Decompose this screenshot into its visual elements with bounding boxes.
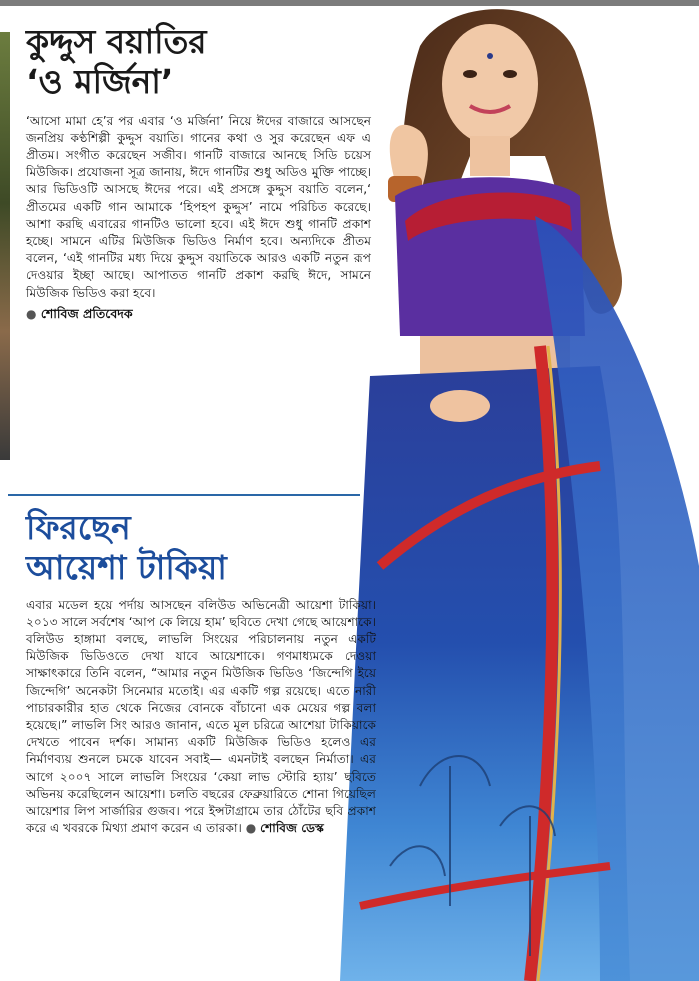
byline-bullet-icon: ●: [245, 821, 257, 836]
article-kuddus: [26, 22, 371, 326]
article-kuddus-byline: [26, 306, 371, 326]
article-kuddus-byline-text: শোবিজ প্রতিবেদক: [40, 305, 133, 321]
article-ayesha-headline-line1: ফিরছেন: [26, 508, 131, 547]
article-kuddus-headline: [26, 22, 371, 103]
byline-bullet-icon: ●: [26, 306, 37, 321]
article-ayesha: [26, 508, 376, 837]
article-ayesha-headline: [26, 508, 376, 589]
article-divider: [8, 494, 360, 496]
article-ayesha-body: [26, 597, 376, 838]
article-ayesha-byline: শোবিজ ডেস্ক: [260, 821, 324, 836]
article-ayesha-body-text: এবার মডেল হয়ে পর্দায় আসছেন বলিউড অভিনেত্রী আয়েশা টাকিয়া। ২০১৩ সালে সর্বশেষ ‘আপ কে লিয়ে হাম’ ছবিতে দেখা গেছে আয়েশাকে। বলিউড হাঙ্গামা বলছে, লাভলি সিংয়ের পরিচালনায় নতুন একটি মিউজিক ভিডিওতে দেখা যাবে আয়েশাকে। গণমাধ্যমকে দেওয়া সাক্ষাৎকারে তিনি বলেন, “আমার নতুন মিউজিক ভিডিও ‘জিন্দেগি ইয়ে জিন্দেগি’ অনেকটা সিনেমার মতোই। এর একটি গল্প রয়েছে। এতে নারী পাচারকারীর হাত থেকে নিজের বোনকে বাঁচানো এক মেয়ের গল্প বলা হয়েছে।” লাভলি সিং আরও জানান, এতে মূল চরিত্রে আশেয়া টাকিয়াকে দেখতে পাবেন দর্শক। সামান্য একটি মিউজিক ভিডিও হলেও এর নির্মাণব্যয় শুনলে চমকে যাবেন সবাই— এমনটাই বলছেন নির্মাতা। এর আগে ২০০৭ সালে লাভলি সিংয়ের ‘কেয়া লাভ স্টোরি হ্যায়’ ছবিতে অভিনয় করেছিলেন আয়েশা। চলতি বছরের ফেব্রুয়ারিতে শোনা গিয়েছিল আয়েশার লিপ সার্জারির গুজব। পরে ইন্সটাগ্রামে তার ঠোঁটের ছবি প্রকাশ করে এ খবরকে মিথ্যা প্রমাণ করেন এ তারকা।: [26, 597, 376, 836]
article-kuddus-headline-line1: কুদ্দুস বয়াতির: [26, 22, 207, 61]
article-ayesha-headline-line2: আয়েশা টাকিয়া: [26, 548, 227, 588]
adjacent-photo-strip: [0, 32, 10, 460]
article-kuddus-headline-line2: ‘ও মর্জিনা’: [26, 62, 174, 102]
article-kuddus-body: ‘আসো মামা হে’র পর এবার ‘ও মর্জিনা’ নিয়ে ঈদের বাজারে আসছেন জনপ্রিয় কণ্ঠশিল্পী কুদ্দুস বয়াতি। গানের কথা ও সুর করেছেন এফ এ প্রীতম। সংগীত করেছেন সজীব। গানটি বাজারে আনছে সিডি চয়েস মিউজিক। প্রযোজনা সূত্র জানায়, ঈদে গানটির শুধু অডিও মুক্তি পাচ্ছে। আর ভিডিওটি আসছে ঈদের পরে। এই প্রসঙ্গে কুদ্দুস বয়াতি বলেন,‘ প্রীতমের একটি গান আমাকে ‘হিপহপ কুদ্দুস’ নামে পরিচিত করেছে। আশা করছি এবারের গানটিও ভালো হবে। এই ঈদে শুধু গানটি প্রকাশ হচ্ছে। সামনে এটির মিউজিক ভিডিও নির্মাণ হবে। অন্যদিকে প্রীতম বলেন, ‘এই গানটির মধ্য দিয়ে কুদ্দুস বয়াতিকে আরও একটি নতুন রূপ দেওয়ার ইচ্ছা আছে। আপাতত গানটি প্রকাশ করছি ঈদে, সামনে মিউজিক ভিডিও করা হবে।: [26, 113, 371, 300]
